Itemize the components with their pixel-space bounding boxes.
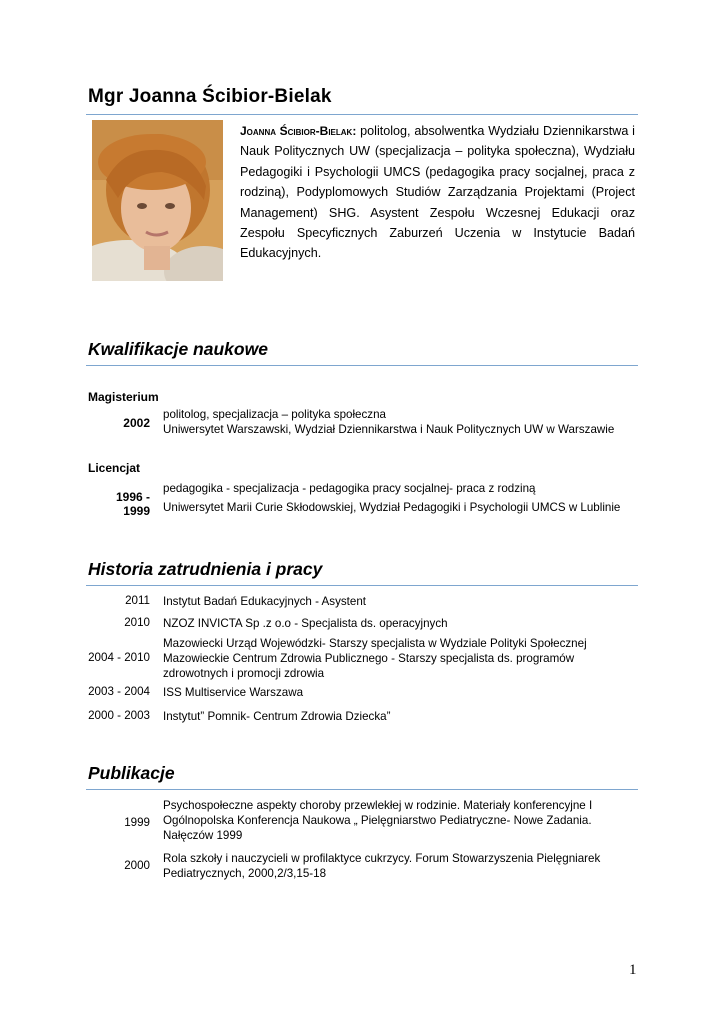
section-title-qualifications: Kwalifikacje naukowe [88, 339, 268, 359]
bio-paragraph [240, 121, 635, 264]
employment-years: 2004 - 2010 [88, 651, 150, 664]
page-number: 1 [629, 962, 637, 978]
section-title-publications: Publikacje [88, 763, 175, 783]
qualification-heading: Magisterium [88, 390, 159, 404]
profile-photo [92, 120, 223, 281]
employment-text: NZOZ INVICTA Sp .z o.o - Specjalista ds. operacyjnych [163, 617, 448, 630]
qualification-years: 1996 - 1999 [115, 490, 150, 518]
qualification-years: 2002 [123, 416, 150, 430]
publications-rule [86, 789, 638, 790]
qualification-line2: Uniwersytet Marii Curie Skłodowskiej, Wydział Pedagogiki i Psychologii UMCS w Lublinie [163, 501, 621, 514]
publication-year: 1999 [124, 816, 150, 829]
qualification-heading: Licencjat [88, 461, 141, 475]
qualification-details [163, 481, 633, 515]
section-title-employment: Historia zatrudnienia i pracy [88, 559, 323, 579]
employment-years: 2003 - 2004 [88, 685, 150, 698]
qualification-details [163, 407, 633, 437]
bio-name: Joanna Ścibior-Bielak: [240, 124, 357, 138]
publication-text: Psychospołeczne aspekty choroby przewlekłej w rodzinie. Materiały konferencyjne I Ogólnopolska Konferencja Naukowa „ Pielęgniarstwo Pediatryczne- Nowe Zadania. Nałęczów 1999 [163, 799, 593, 842]
publication-text: Rola szkoły i nauczycieli w profilaktyce cukrzycy. Forum Stowarzyszenia Pielęgniarek Pediatrycznych, 2000,2/3,15-18 [163, 852, 601, 880]
title-rule [86, 114, 638, 115]
qualification-line1: pedagogika - specjalizacja - pedagogika pracy socjalnej- praca z rodziną [163, 482, 536, 495]
qualification-line1: politolog, specjalizacja – polityka społeczna [163, 408, 386, 421]
employment-text: ISS Multiservice Warszawa [163, 686, 304, 699]
bio-text: politolog, absolwentka Wydziału Dziennikarstwa i Nauk Politycznych UW (specjalizacja – polityka społeczna), Wydziału Pedagogiki i Psychologii UMCS (pedagogika pracy socjalnej, praca z rodziną), Podyplomowych Studiów Zarządzania Projektami (Project Management) SHG. Asystent Zespołu Wczesnej Edukacji oraz Zespołu Specyficznych Zaburzeń Uczenia w Instytucie Badań Edukacyjnych. [240, 124, 635, 261]
employment-rule [86, 585, 638, 586]
qualification-line2: Uniwersytet Warszawski, Wydział Dziennikarstwa i Nauk Politycznych UW w Warszawie [163, 423, 615, 436]
qualifications-rule [86, 365, 638, 366]
employment-text: Instytut” Pomnik- Centrum Zdrowia Dziecka” [163, 710, 391, 723]
employment-text: Instytut Badań Edukacyjnych - Asystent [163, 595, 366, 608]
page-title: Mgr Joanna Ścibior-Bielak [88, 86, 332, 107]
employment-text: Mazowiecki Urząd Wojewódzki- Starszy specjalista w Wydziale Polityki Społecznej Mazowieckie Centrum Zdrowia Publicznego - Starszy specjalista ds. programów zdrowotnych i promocji zdrowia [163, 637, 587, 680]
employment-years: 2010 [124, 616, 150, 629]
publication-year: 2000 [124, 859, 150, 872]
employment-years: 2011 [125, 594, 150, 607]
employment-years: 2000 - 2003 [88, 709, 150, 722]
